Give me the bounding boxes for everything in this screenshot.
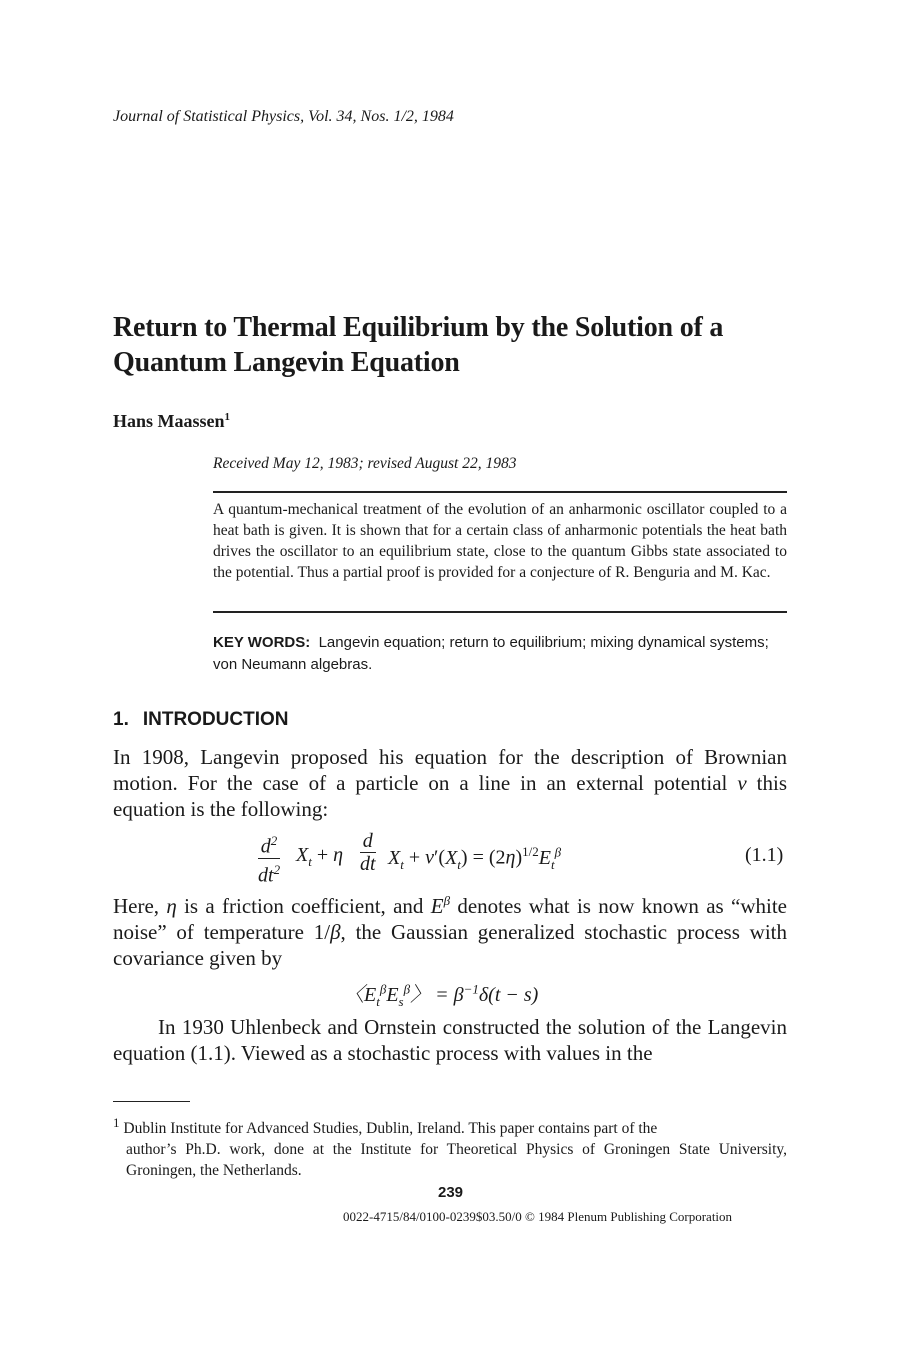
d2-dt2-fraction: $\frac{d^2}{dt^2}$ bbox=[258, 830, 280, 886]
footnote bbox=[113, 1112, 787, 1181]
abstract: A quantum-mechanical treatment of the evolution of an anharmonic oscillator coupled to a heat bath is given. It is shown that for a certain class of anharmonic potentials the heat bath drives the oscillator to an equilibrium state, close to the quantum Gibbs state associated to the potential. Thus a partial proof is provided for a conjecture of R. Benguria and M. Kac. bbox=[213, 501, 787, 581]
equation-1-1: $\frac{d^2}{dt^2}$ $X_t + \eta$ $\frac{d}{dt}$ $X_t + v'(X_t) = (2\eta)^{1/2}E_t^\beta$ bbox=[258, 830, 562, 887]
keywords-label: KEY WORDS: bbox=[213, 634, 311, 651]
section-number: 1. bbox=[113, 709, 129, 730]
paragraph-2: Here, η is a friction coefficient, and $E^\beta$ denotes what is now known as “white noise” of temperature 1/β, the Gaussian generalized stochastic process with covariance given by bbox=[113, 893, 787, 970]
author-text: Hans Maassen bbox=[113, 411, 225, 431]
equation-1-1-label: (1.1) bbox=[745, 844, 784, 866]
footnote-rule bbox=[113, 1101, 190, 1102]
author-footnote-mark: 1 bbox=[224, 411, 231, 423]
journal-header: Journal of Statistical Physics, Vol. 34, Nos. 1/2, 1984 bbox=[113, 108, 454, 125]
abstract-top-rule bbox=[213, 491, 787, 493]
covariance-equation: 〈$E_t^\beta E_s^\beta$〉 = $\beta^{-1}\delta(t - s)$ bbox=[344, 981, 539, 1009]
section-heading bbox=[113, 709, 289, 731]
footnote-rest: author’s Ph.D. work, done at the Institute for Theoretical Physics of Groningen State University, Groningen, the Netherlands. bbox=[126, 1141, 787, 1180]
paper-title bbox=[113, 310, 813, 380]
received-dates: Received May 12, 1983; revised August 22, 1983 bbox=[213, 455, 517, 472]
d-dt-fraction: $\frac{d}{dt}$ bbox=[360, 830, 376, 875]
paragraph-1: In 1908, Langevin proposed his equation for the description of Brownian motion. For the case of a particle on a line in an external potential v this equation is the following: bbox=[113, 745, 787, 821]
keywords-text: Langevin equation; return to equilibrium; mixing dynamical systems; von Neumann algebras. bbox=[213, 634, 769, 673]
footnote-line-1-text: Dublin Institute for Advanced Studies, Dublin, Ireland. This paper contains part of the bbox=[123, 1120, 658, 1138]
title-line-1: Return to Thermal Equilibrium by the Solution of a bbox=[113, 312, 724, 343]
footnote-mark: 1 bbox=[113, 1115, 120, 1130]
section-title: INTRODUCTION bbox=[142, 709, 289, 730]
keywords bbox=[213, 632, 787, 676]
footnote-line-1 bbox=[113, 1115, 658, 1138]
page-number: 239 bbox=[437, 1184, 464, 1201]
author-name bbox=[113, 411, 230, 432]
copyright-line: 0022-4715/84/0100-0239$03.50/0 © 1984 Plenum Publishing Corporation bbox=[343, 1209, 733, 1224]
paragraph-3: In 1930 Uhlenbeck and Ornstein constructed the solution of the Langevin equation (1.1). Viewed as a stochastic process with values in the bbox=[113, 1015, 787, 1065]
abstract-bottom-rule bbox=[213, 611, 787, 613]
title-line-2: Quantum Langevin Equation bbox=[113, 347, 460, 378]
